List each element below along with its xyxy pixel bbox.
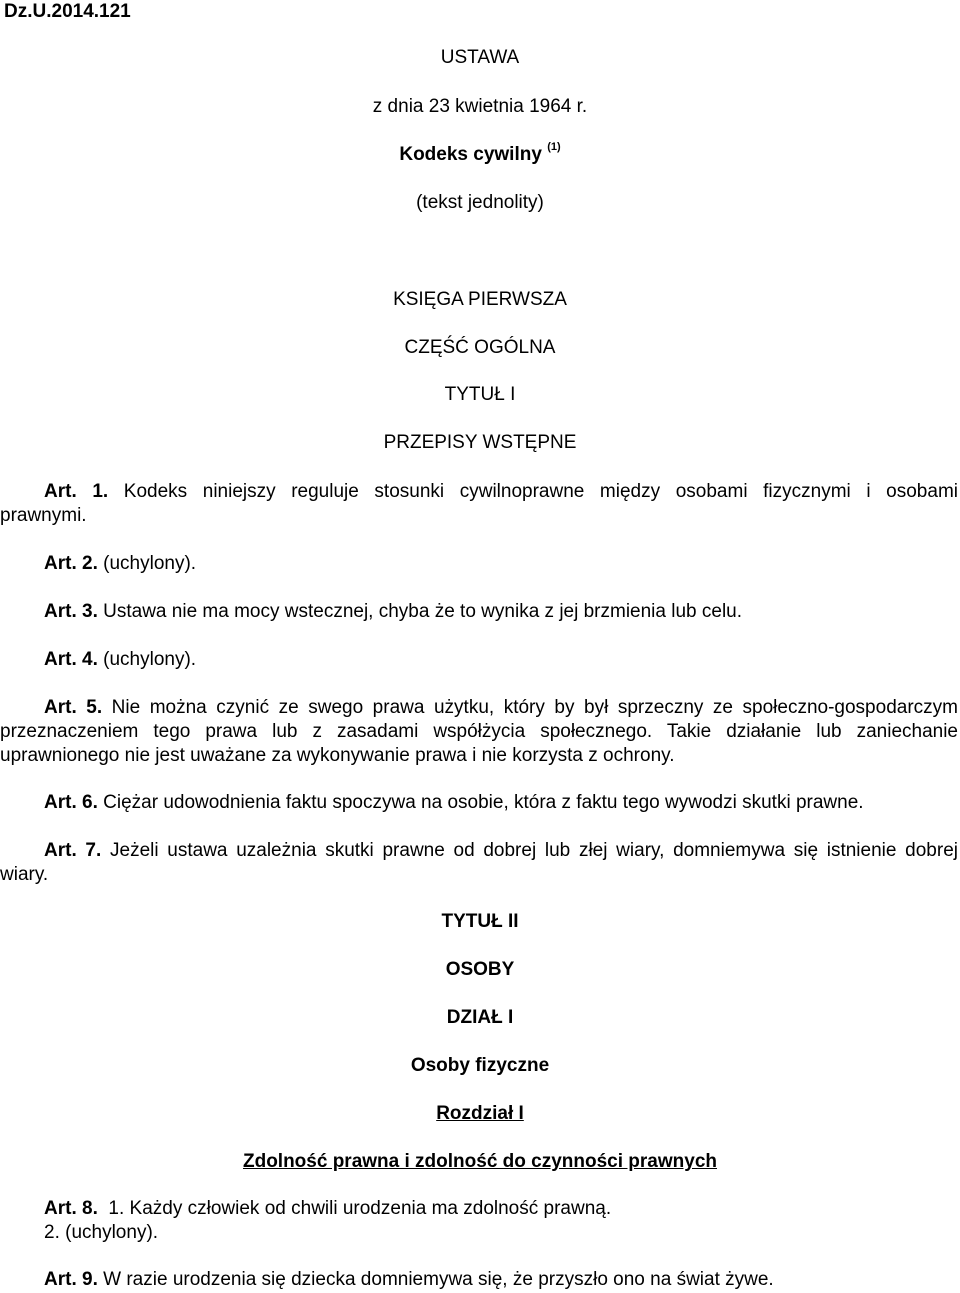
- article-9: Art. 9. W razie urodzenia się dziecka domniemywa się, że przyszło ono na świat żywe.: [44, 1269, 774, 1290]
- article-6: Art. 6. Ciężar udowodnienia faktu spoczywa na osobie, która z faktu tego wywodzi skutki prawne.: [44, 792, 864, 813]
- act-subtitle: (tekst jednolity): [416, 192, 544, 213]
- title1-name: PRZEPISY WSTĘPNE: [383, 432, 577, 453]
- document-id: Dz.U.2014.121: [4, 1, 131, 22]
- chapter1-heading: Rozdział I: [436, 1103, 524, 1124]
- article-1: Art. 1. Kodeks niniejszy reguluje stosunki cywilnoprawne między osobami fizycznymi i osobami prawnymi.: [0, 481, 958, 526]
- article-8-par-1: Art. 8. 1. Każdy człowiek od chwili urodzenia ma zdolność prawną.: [44, 1198, 612, 1219]
- title2-heading: TYTUŁ II: [441, 911, 519, 932]
- article-5: Art. 5. Nie można czynić ze swego prawa użytku, który by był sprzeczny ze społeczno-gospodarczym przeznaczeniem tego prawa lub z zasadami współżycia społecznego. Takie działanie lub zaniechanie uprawnionego nie jest uważane za wykonywanie prawa i nie korzysta z ochrony.: [0, 697, 958, 766]
- article-2: Art. 2. (uchylony).: [44, 553, 197, 574]
- article-3: Art. 3. Ustawa nie ma mocy wstecznej, chyba że to wynika z jej brzmienia lub celu.: [44, 601, 743, 622]
- division1-name: Osoby fizyczne: [410, 1055, 550, 1076]
- act-type: USTAWA: [440, 47, 520, 68]
- title2-name: OSOBY: [445, 959, 515, 980]
- division1-heading: DZIAŁ I: [446, 1007, 514, 1028]
- act-date: z dnia 23 kwietnia 1964 r.: [372, 96, 588, 117]
- footnote-ref: (1): [547, 140, 561, 153]
- article-7: Art. 7. Jeżeli ustawa uzależnia skutki prawne od dobrej lub złej wiary, domniemywa się istnienie dobrej wiary.: [0, 840, 958, 885]
- part-heading: CZĘŚĆ OGÓLNA: [404, 337, 556, 358]
- title1-heading: TYTUŁ I: [444, 384, 516, 405]
- book-heading: KSIĘGA PIERWSZA: [393, 289, 567, 310]
- article-4: Art. 4. (uchylony).: [44, 649, 197, 670]
- article-8-par-2: 2. (uchylony).: [44, 1222, 159, 1243]
- act-title: Kodeks cywilny $^{(1)}$: [399, 140, 561, 165]
- chapter1-name: Zdolność prawna i zdolność do czynności prawnych: [242, 1151, 718, 1172]
